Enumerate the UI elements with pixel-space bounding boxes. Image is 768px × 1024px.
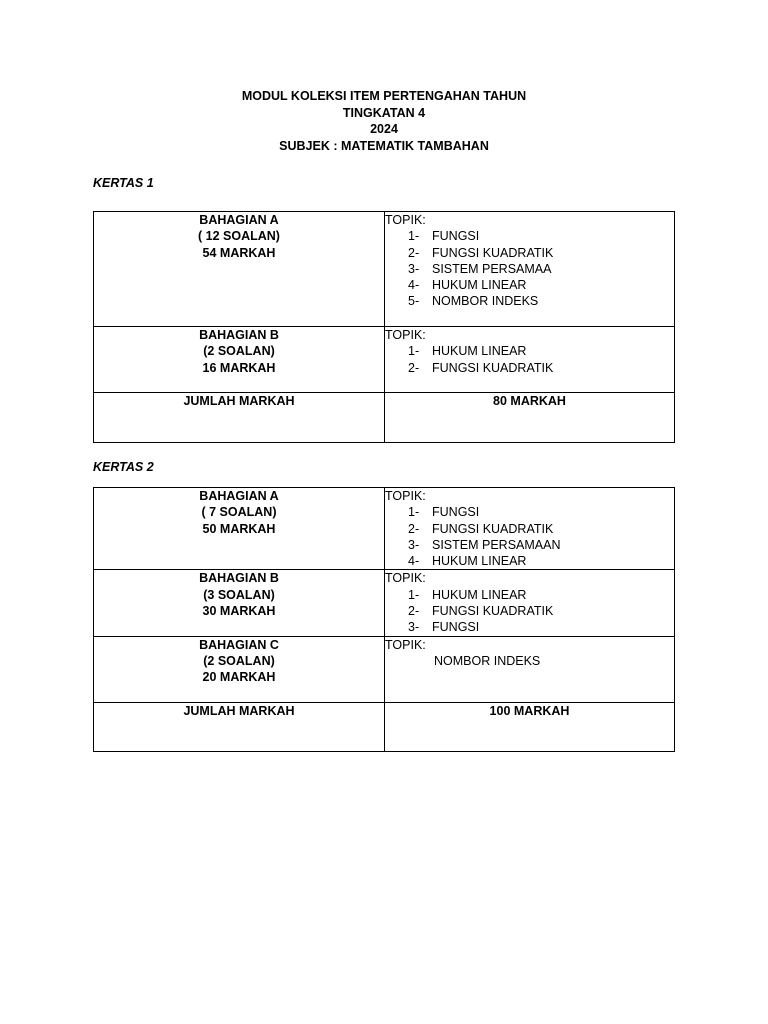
table-row (94, 327, 675, 393)
section-marks: 30 MARKAH (202, 604, 276, 619)
topic-number: 1- (408, 505, 420, 520)
topic-item (385, 261, 674, 277)
topic-item (385, 277, 674, 293)
topic-number: 2- (408, 245, 420, 260)
topic-text: HUKUM LINEAR (432, 278, 527, 293)
section-name: BAHAGIAN A (199, 213, 279, 227)
kertas2-label: KERTAS 2 (93, 460, 154, 474)
topic-item (385, 587, 674, 603)
header-subject: SUBJEK : MATEMATIK TAMBAHAN (279, 138, 489, 153)
table-row (94, 212, 675, 327)
table-row (94, 636, 675, 702)
section-questions: (2 SOALAN) (203, 653, 275, 668)
topic-item (385, 521, 674, 537)
topic-item (385, 504, 674, 520)
topic-number: 2- (408, 604, 420, 619)
topics-heading: TOPIK: (385, 571, 426, 586)
topic-number: 3- (408, 537, 420, 552)
section-questions: ( 7 SOALAN) (201, 505, 277, 520)
header-form: TINGKATAN 4 (342, 105, 426, 120)
table-row (94, 702, 675, 751)
topic-number: 5- (408, 294, 420, 309)
topics-heading: TOPIK: (385, 213, 426, 227)
topics-heading: TOPIK: (385, 637, 426, 652)
section-cell (94, 636, 385, 702)
total-label: JUMLAH MARKAH (94, 393, 385, 443)
section-cell (94, 327, 385, 393)
kertas2-table (93, 487, 675, 752)
topics-cell (385, 212, 675, 327)
topic-number: 4- (408, 278, 420, 293)
topic-text: FUNGSI KUADRATIK (432, 245, 554, 260)
topics-heading: TOPIK: (385, 328, 426, 342)
topic-item (385, 553, 674, 569)
topics-cell (385, 327, 675, 393)
section-marks: 20 MARKAH (202, 670, 276, 685)
topic-number: 4- (408, 554, 420, 569)
topic-item (385, 360, 674, 376)
topic-number: 2- (408, 521, 420, 536)
topic-item (385, 245, 674, 261)
section-name: BAHAGIAN C (199, 637, 279, 652)
topic-item (385, 343, 674, 359)
topics-heading: TOPIK: (385, 489, 426, 503)
section-name: BAHAGIAN A (199, 489, 279, 503)
table-row (94, 570, 675, 636)
topic-text: HUKUM LINEAR (432, 554, 527, 569)
section-marks: 16 MARKAH (202, 360, 276, 375)
kertas1-table (93, 211, 675, 443)
header-year: 2024 (370, 122, 398, 136)
topic-text: SISTEM PERSAMAA (432, 261, 552, 276)
section-questions: (3 SOALAN) (203, 587, 275, 602)
total-value: 80 MARKAH (385, 393, 675, 443)
topic-text: SISTEM PERSAMAAN (432, 537, 561, 552)
topic-text: FUNGSI KUADRATIK (432, 360, 554, 375)
topic-text: FUNGSI KUADRATIK (432, 604, 554, 619)
section-cell (94, 488, 385, 570)
table-row (94, 488, 675, 570)
topics-cell (385, 488, 675, 570)
topic-number: 2- (408, 360, 420, 375)
topic-text: NOMBOR INDEKS (434, 653, 541, 668)
section-cell (94, 570, 385, 636)
topic-number: 1- (408, 587, 420, 602)
section-questions: (2 SOALAN) (203, 344, 275, 359)
topic-text: HUKUM LINEAR (432, 344, 527, 359)
topic-text: FUNGSI (432, 229, 480, 244)
topics-cell (385, 636, 675, 702)
header-title: MODUL KOLEKSI ITEM PERTENGAHAN TAHUN (241, 89, 527, 103)
section-questions: ( 12 SOALAN) (198, 229, 280, 244)
topic-text: HUKUM LINEAR (432, 587, 527, 602)
topic-text: FUNGSI (432, 505, 480, 520)
topic-item (385, 619, 674, 635)
section-marks: 50 MARKAH (202, 521, 276, 536)
topic-item (385, 228, 674, 244)
section-name: BAHAGIAN B (199, 571, 279, 586)
topic-number: 3- (408, 261, 420, 276)
document-header (0, 88, 768, 154)
topic-item (385, 653, 674, 669)
total-label: JUMLAH MARKAH (94, 702, 385, 751)
topics-cell (385, 570, 675, 636)
total-value: 100 MARKAH (385, 702, 675, 751)
topic-text: FUNGSI KUADRATIK (432, 521, 554, 536)
section-cell (94, 212, 385, 327)
section-name: BAHAGIAN B (199, 328, 279, 342)
topic-item (385, 293, 674, 309)
topic-item (385, 603, 674, 619)
topic-number: 3- (408, 620, 420, 635)
table-row (94, 393, 675, 443)
topic-number: 1- (408, 344, 420, 359)
topic-text: NOMBOR INDEKS (432, 294, 539, 309)
topic-item (385, 537, 674, 553)
topic-number: 1- (408, 229, 420, 244)
section-marks: 54 MARKAH (202, 245, 276, 260)
topic-text: FUNGSI (432, 620, 480, 635)
kertas1-label: KERTAS 1 (93, 176, 154, 190)
